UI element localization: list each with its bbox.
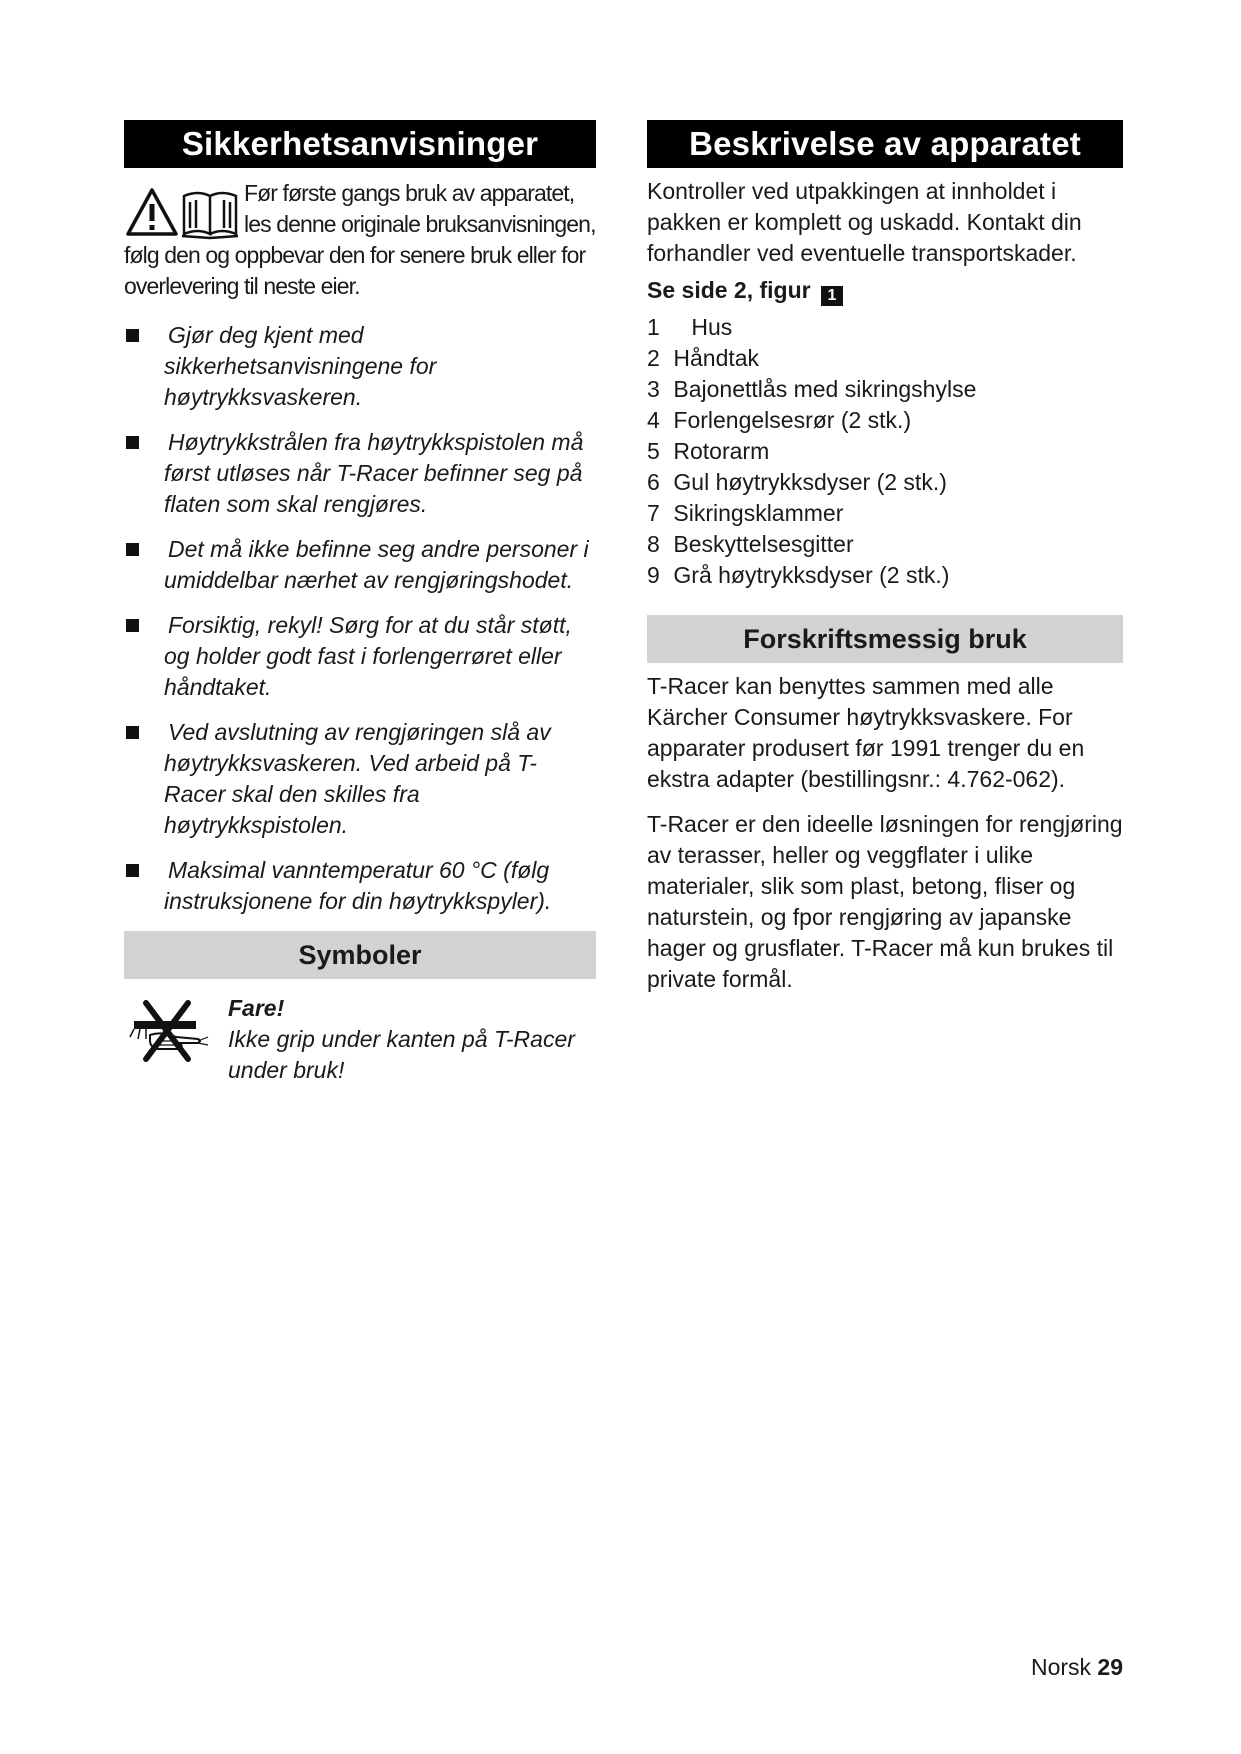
safety-bullet-list (124, 320, 596, 917)
page-number: 29 (1097, 1654, 1123, 1680)
figure-reference (647, 275, 1123, 306)
right-column (647, 120, 1123, 995)
bullet-square-icon (126, 864, 139, 877)
figure-reference-label: Se side 2, figur (647, 277, 811, 303)
safety-intro-text: Før første gangs bruk av apparatet, les denne originale bruksanvisningen, følg den og oppbevar den for senere bruk eller for overlevering til neste eier. (124, 180, 596, 299)
list-item: Forsiktig, rekyl! Sørg for at du står støtt, og holder godt fast i forlengerrøret eller håndtaket. (124, 610, 596, 703)
danger-title: Fare! (228, 995, 285, 1021)
list-item: 7 Sikringsklammer (647, 500, 844, 526)
footer-language: Norsk (1030, 1654, 1092, 1680)
list-item: 8 Beskyttelsesgitter (647, 531, 854, 557)
safety-intro (124, 178, 596, 302)
list-item: Det må ikke befinne seg andre personer i umiddelbar nærhet av rengjøringshodet. (124, 534, 596, 596)
page-footer (1031, 1652, 1123, 1683)
parts-list (647, 312, 1123, 591)
danger-description: Ikke grip under kanten på T-Racer under bruk! (228, 1026, 575, 1083)
symbols-heading: Symboler (124, 931, 596, 979)
description-heading: Beskrivelse av apparatet (647, 120, 1123, 168)
list-item: 1 Hus (647, 314, 733, 340)
list-item: Ved avslutning av rengjøringen slå av høytrykksvaskeren. Ved arbeid på T-Racer skal den skilles fra høytrykkspistolen. (124, 717, 596, 841)
safety-heading: Sikkerhetsanvisninger (124, 120, 596, 168)
list-item: 4 Forlengelsesrør (2 stk.) (647, 407, 912, 433)
warning-manual-icon (124, 182, 240, 240)
figure-number-badge: 1 (821, 286, 843, 306)
description-text: Kontroller ved utpakkingen at innholdet i pakken er komplett og uskadd. Kontakt din forhandler ved eventuelle transportskader. (647, 178, 1082, 266)
no-hand-under-edge-icon (128, 997, 210, 1065)
danger-symbol-row (124, 993, 596, 1103)
list-item: 6 Gul høytrykksdyser (2 stk.) (647, 469, 947, 495)
manual-book-icon (182, 193, 238, 238)
intended-use-paragraph: T-Racer er den ideelle løsningen for rengjøring av terasser, heller og veggflater i ulike materialer, slik som plast, betong, fliser og naturstein, og fpor rengjøring av japanske hager og grusflater. T-Racer må kun brukes til private formål. (647, 811, 1123, 992)
bullet-square-icon (126, 619, 139, 632)
list-item: Gjør deg kjent med sikkerhetsanvisningene for høytrykksvaskeren. (124, 320, 596, 413)
left-column (124, 120, 596, 1103)
warning-triangle-icon (128, 190, 176, 234)
bullet-square-icon (126, 543, 139, 556)
bullet-square-icon (126, 726, 139, 739)
intended-use-paragraph: T-Racer kan benyttes sammen med alle Kärcher Consumer høytrykksvaskere. For apparater produsert før 1991 trenger du en ekstra adapter (bestillingsnr.: 4.762-062). (647, 673, 1085, 792)
list-item: Høytrykkstrålen fra høytrykkspistolen må først utløses når T-Racer befinner seg på flaten som skal rengjøres. (124, 427, 596, 520)
list-item: Maksimal vanntemperatur 60 °C (følg instruksjonene for din høytrykkspyler). (124, 855, 596, 917)
list-item: 2 Håndtak (647, 345, 760, 371)
bullet-square-icon (126, 329, 139, 342)
list-item: 3 Bajonettlås med sikringshylse (647, 376, 977, 402)
intended-use-heading: Forskriftsmessig bruk (647, 615, 1123, 663)
bullet-square-icon (126, 436, 139, 449)
list-item: 9 Grå høytrykksdyser (2 stk.) (647, 562, 950, 588)
danger-symbol-text (228, 993, 598, 1086)
list-item: 5 Rotorarm (647, 438, 770, 464)
